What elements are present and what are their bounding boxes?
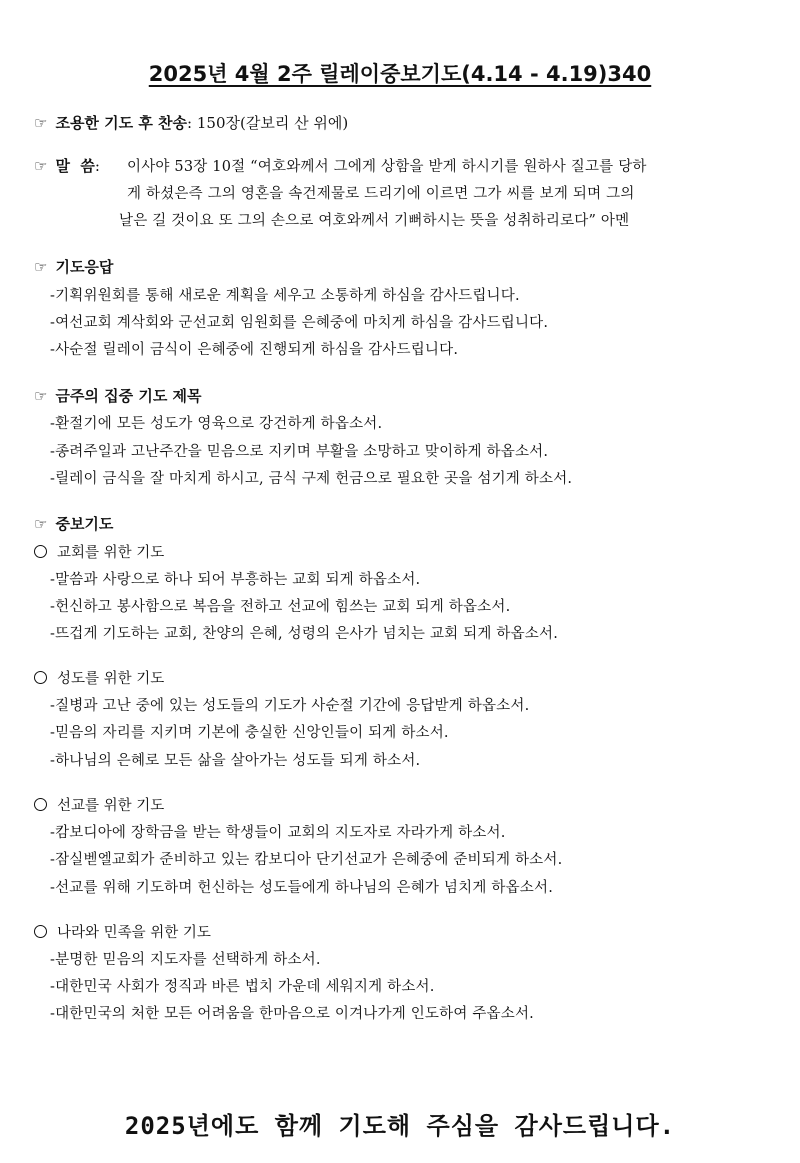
intercession-heading: ☞ 중보기도 xyxy=(34,515,114,533)
answers-heading: ☞ 기도응답 xyxy=(34,258,114,276)
list-item: -질병과 고난 중에 있는 성도들의 기도가 사순절 기간에 응답받게 하옵소서. xyxy=(50,698,530,714)
list-item: -헌신하고 봉사함으로 복음을 전하고 선교에 힘쓰는 교회 되게 하옵소서. xyxy=(50,599,511,615)
list-item: -선교를 위해 기도하며 헌신하는 성도들에게 하나님의 은혜가 넘치게 하옵소서. xyxy=(50,880,554,896)
group-title-nation: 나라와 민족을 위한 기도 xyxy=(34,921,211,942)
pointing-hand-icon: ☞ xyxy=(34,387,48,405)
list-item: -기획위원회를 통해 새로운 계획을 세우고 소통하게 하심을 감사드립니다. xyxy=(50,288,520,304)
hymn-label: 조용한 기도 후 찬송 xyxy=(55,114,188,132)
list-item: -분명한 믿음의 지도자를 선택하게 하소서. xyxy=(50,952,321,968)
list-item: -종려주일과 고난주간을 믿음으로 지키며 부활을 소망하고 맞이하게 하옵소서. xyxy=(50,444,549,460)
list-item: -사순절 릴레이 금식이 은혜중에 진행되게 하심을 감사드립니다. xyxy=(50,342,459,358)
list-item: -릴레이 금식을 잘 마치게 하시고, 금식 구제 헌금으로 필요한 곳을 섬기게 하소서. xyxy=(50,471,573,487)
scripture-label: 말 씀 xyxy=(55,157,95,175)
hymn-section xyxy=(34,112,348,133)
list-item: -대한민국의 처한 모든 어려움을 한마음으로 이겨나가게 인도하여 주옵소서. xyxy=(50,1006,534,1022)
pointing-hand-icon: ☞ xyxy=(34,114,48,132)
group-title-church: 교회를 위한 기도 xyxy=(34,541,164,562)
scripture-line: 이사야 53장 10절 “여호와께서 그에게 상함을 받게 하시기를 원하사 질고를 당하 xyxy=(127,159,647,175)
list-item: -잠실벧엘교회가 준비하고 있는 캄보디아 단기선교가 은혜중에 준비되게 하소서. xyxy=(50,852,563,868)
list-item: -캄보디아에 장학금을 받는 학생들이 교회의 지도자로 자라가게 하소서. xyxy=(50,825,506,841)
list-item: -대한민국 사회가 정직과 바른 법치 가운데 세워지게 하소서. xyxy=(50,979,435,995)
pointing-hand-icon: ☞ xyxy=(34,157,48,175)
scripture-colon: : xyxy=(94,157,100,175)
scripture-line: 게 하셨은즉 그의 영혼을 속건제물로 드리기에 이르면 그가 씨를 보게 되며 그의 xyxy=(127,186,635,202)
hymn-value: : 150장(갈보리 산 위에) xyxy=(187,114,349,132)
circle-bullet-icon xyxy=(34,545,47,558)
list-item: -뜨겁게 기도하는 교회, 찬양의 은혜, 성령의 은사가 넘치는 교회 되게 하옵소서. xyxy=(50,626,559,642)
list-item: -여선교회 계삭회와 군선교회 임원회를 은혜중에 마치게 하심을 감사드립니다. xyxy=(50,315,549,331)
list-item: -말씀과 사랑으로 하나 되어 부흥하는 교회 되게 하옵소서. xyxy=(50,572,421,588)
focus-heading: ☞ 금주의 집중 기도 제목 xyxy=(34,387,202,405)
group-title-mission: 선교를 위한 기도 xyxy=(34,794,164,815)
page-title: 2025년 4월 2주 릴레이중보기도(4.14 - 4.19)340 xyxy=(148,62,652,86)
circle-bullet-icon xyxy=(34,798,47,811)
list-item: -하나님의 은혜로 모든 삶을 살아가는 성도들 되게 하소서. xyxy=(50,753,421,769)
list-item: -환절기에 모든 성도가 영육으로 강건하게 하옵소서. xyxy=(50,416,383,432)
circle-bullet-icon xyxy=(34,925,47,938)
closing-message: 2025년에도 함께 기도해 주심을 감사드립니다. xyxy=(124,1112,676,1140)
circle-bullet-icon xyxy=(34,671,47,684)
pointing-hand-icon: ☞ xyxy=(34,258,48,276)
group-title-saints: 성도를 위한 기도 xyxy=(34,667,164,688)
scripture-line: 날은 길 것이요 또 그의 손으로 여호와께서 기뻐하시는 뜻을 성취하리로다” 아멘 xyxy=(119,213,630,229)
pointing-hand-icon: ☞ xyxy=(34,515,48,533)
list-item: -믿음의 자리를 지키며 기본에 충실한 신앙인들이 되게 하소서. xyxy=(50,725,449,741)
scripture-heading xyxy=(34,155,100,176)
